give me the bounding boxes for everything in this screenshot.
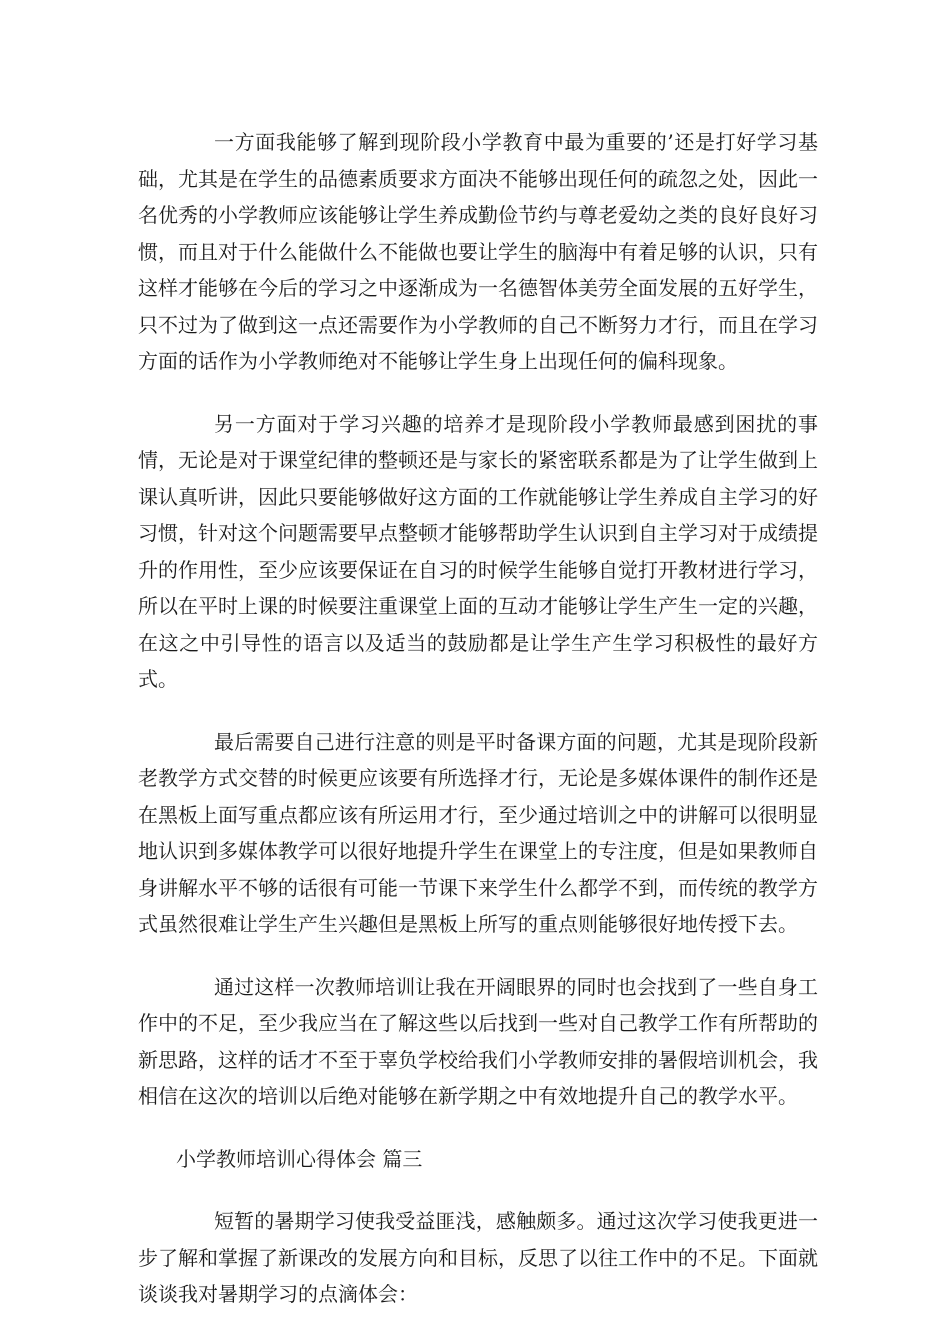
- document-body: [138, 124, 818, 1339]
- paragraph-3: 最后需要自己进行注意的则是平时备课方面的问题，尤其是现阶段新老教学方式交替的时候更应该要有所选择才行，无论是多媒体课件的制作还是在黑板上面写重点都应该有所运用才行，至少通过培训之中的讲解可以很明显地认识到多媒体教学可以很好地提升学生在课堂上的专注度，但是如果教师自身讲解水平不够的话很有可能一节课下来学生什么都学不到，而传统的教学方式虽然很难让学生产生兴趣但是黑板上所写的重点则能够很好地传授下去。: [138, 729, 818, 936]
- paragraph-1: 一方面我能够了解到现阶段小学教育中最为重要的’还是打好学习基础，尤其是在学生的品德素质要求方面决不能够出现任何的疏忽之处，因此一名优秀的小学教师应该能够让学生养成勤俭节约与尊老爱幼之类的良好良好习惯，而且对于什么能做什么不能做也要让学生的脑海中有着足够的认识，只有这样才能够在今后的学习之中逐渐成为一名德智体美劳全面发展的五好学生，只不过为了做到这一点还需要作为小学教师的自己不断努力才行，而且在学习方面的话作为小学教师绝对不能够让学生身上出现任何的偏科现象。: [138, 130, 818, 373]
- paragraph-4: 通过这样一次教师培训让我在开阔眼界的同时也会找到了一些自身工作中的不足，至少我应当在了解这些以后找到一些对自己教学工作有所帮助的新思路，这样的话才不至于辜负学校给我们小学教师安排的暑假培训机会，我相信在这次的培训以后绝对能够在新学期之中有效地提升自己的教学水平。: [138, 974, 818, 1108]
- paragraph-5: 短暂的暑期学习使我受益匪浅，感触颇多。通过这次学习使我更进一步了解和掌握了新课改的发展方向和目标，反思了以往工作中的不足。下面就谈谈我对暑期学习的点滴体会：: [138, 1209, 818, 1306]
- paragraph-2: 另一方面对于学习兴趣的培养才是现阶段小学教师最感到困扰的事情，无论是对于课堂纪律的整顿还是与家长的紧密联系都是为了让学生做到上课认真听讲，因此只要能够做好这方面的工作就能够让学生养成自主学习的好习惯，针对这个问题需要早点整顿才能够帮助学生认识到自主学习对于成绩提升的作用性，至少应该要保证在自习的时候学生能够自觉打开教材进行学习，所以在平时上课的时候要注重课堂上面的互动才能够让学生产生一定的兴趣，在这之中引导性的语言以及适当的鼓励都是让学生产生学习积极性的最好方式。: [138, 411, 818, 691]
- section-heading: 小学教师培训心得体会 篇三: [176, 1146, 423, 1171]
